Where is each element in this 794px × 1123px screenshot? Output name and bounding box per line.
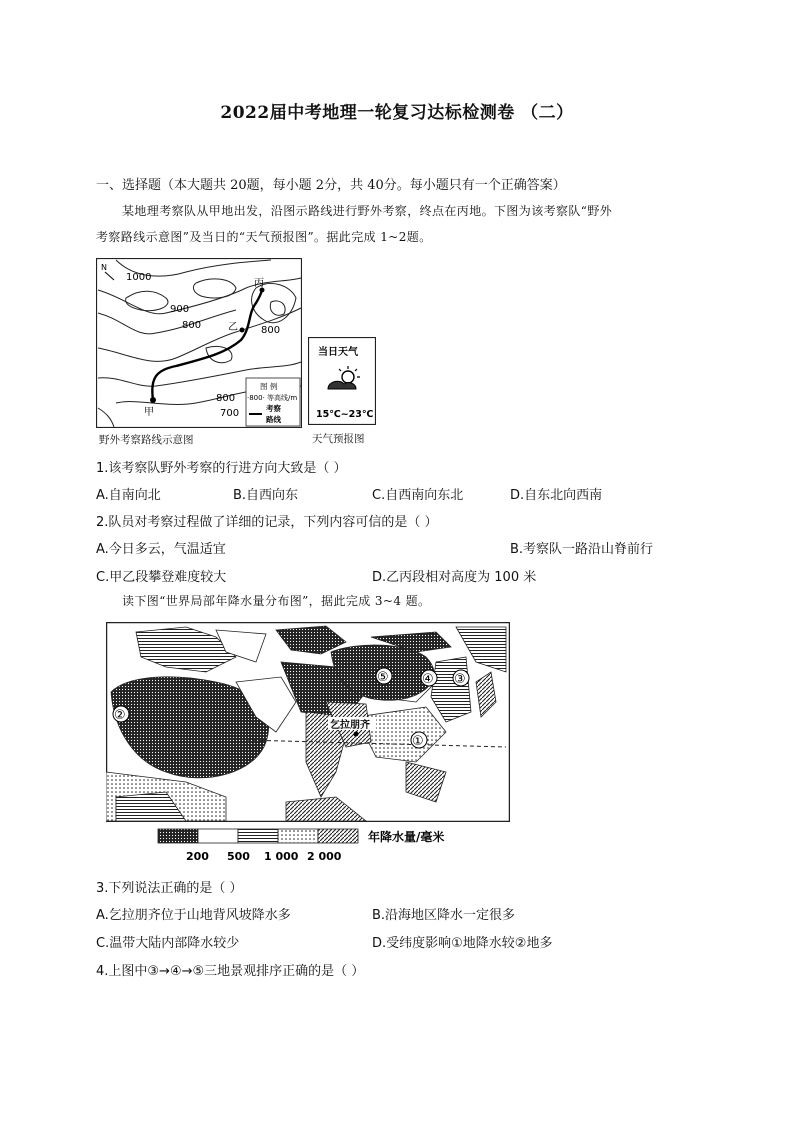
intro-line-2: 考察路线示意图”及当日的“天气预报图”。据此完成 1~2题。	[96, 230, 432, 244]
place-label-mid: 乙	[228, 322, 238, 333]
legend-route-2: 路线	[266, 415, 281, 424]
q2-option-a[interactable]: A.今日多云，气温适宜	[96, 542, 226, 557]
weather-title: 当日天气	[318, 347, 358, 358]
page-title: 2022届中考地理一轮复习达标检测卷 （二）	[220, 103, 574, 123]
question-3-stem: 3.下列说法正确的是（ ）	[96, 881, 243, 896]
route-map	[96, 258, 302, 428]
precipitation-legend	[156, 825, 476, 865]
legend-contour: ·800· 等高线/m	[247, 394, 298, 402]
q2-option-d[interactable]: D.乙丙段相对高度为 100 米	[372, 570, 537, 585]
question-4-stem: 4.上图中③→④→⑤三地景观排序正确的是（ ）	[96, 964, 365, 979]
legend-tick-2000: 2 000	[307, 850, 342, 863]
intro-line-1: 某地理考察队从甲地出发，沿图示路线进行野外考察，终点在丙地。下图为该考察队“野外	[122, 204, 613, 218]
q3-option-b[interactable]: B.沿海地区降水一定很多	[372, 908, 516, 923]
q1-option-a[interactable]: A.自南向北	[96, 488, 161, 503]
region-label-3: ③	[454, 672, 466, 687]
place-label-end: 丙	[254, 278, 264, 289]
place-label-start: 甲	[144, 407, 154, 418]
mid-point	[240, 328, 245, 333]
precipitation-map	[106, 622, 510, 822]
contour-label: 800	[182, 320, 202, 331]
contour-label: 900	[170, 304, 190, 315]
contour-label: 700	[220, 408, 240, 419]
weather-caption: 天气预报图	[312, 433, 365, 445]
region-label-4: ④	[422, 672, 434, 687]
legend-tick-1000: 1 000	[264, 850, 299, 863]
contour-label: 800	[216, 393, 236, 404]
region-label-2: ②	[114, 708, 126, 723]
route-map-caption: 野外考察路线示意图	[99, 434, 194, 446]
q3-option-d[interactable]: D.受纬度影响①地降水较②地多	[372, 936, 553, 951]
city-marker	[354, 732, 359, 737]
legend-tick-500: 500	[227, 850, 250, 863]
legend-title: 年降水量/毫米	[368, 830, 445, 844]
legend-title: 图 例	[260, 382, 278, 391]
legend-tick-200: 200	[186, 850, 209, 863]
city-label: 乞拉朋齐	[330, 720, 370, 731]
intro-2: 读下图“世界局部年降水量分布图”，据此完成 3~4 题。	[122, 594, 431, 608]
q1-option-b[interactable]: B.自西向东	[233, 488, 299, 503]
q3-option-a[interactable]: A.乞拉朋齐位于山地背风坡降水多	[96, 908, 291, 923]
q1-option-c[interactable]: C.自西南向东北	[372, 488, 464, 503]
north-label: N	[101, 263, 107, 272]
region-label-1: ①	[412, 734, 424, 749]
contour-label: 800	[261, 325, 281, 336]
section-heading: 一、选择题（本大题共 20题，每小题 2分，共 40分。每小题只有一个正确答案）	[96, 178, 566, 193]
question-2-stem: 2.队员对考察过程做了详细的记录，下列内容可信的是（ ）	[96, 515, 438, 530]
q2-option-b[interactable]: B.考察队一路沿山脊前行	[510, 542, 654, 557]
legend-route-1: 考察	[266, 404, 281, 413]
question-1-stem: 1.该考察队野外考察的行进方向大致是（ ）	[96, 461, 347, 476]
q2-option-c[interactable]: C.甲乙段攀登难度较大	[96, 570, 227, 585]
weather-temp: 15℃~23℃	[316, 409, 374, 420]
q3-option-c[interactable]: C.温带大陆内部降水较少	[96, 936, 240, 951]
region-label-5: ⑤	[377, 670, 389, 685]
start-point	[150, 397, 156, 403]
q1-option-d[interactable]: D.自东北向西南	[510, 488, 603, 503]
weather-box	[308, 337, 376, 425]
contour-label: 1000	[126, 272, 152, 283]
